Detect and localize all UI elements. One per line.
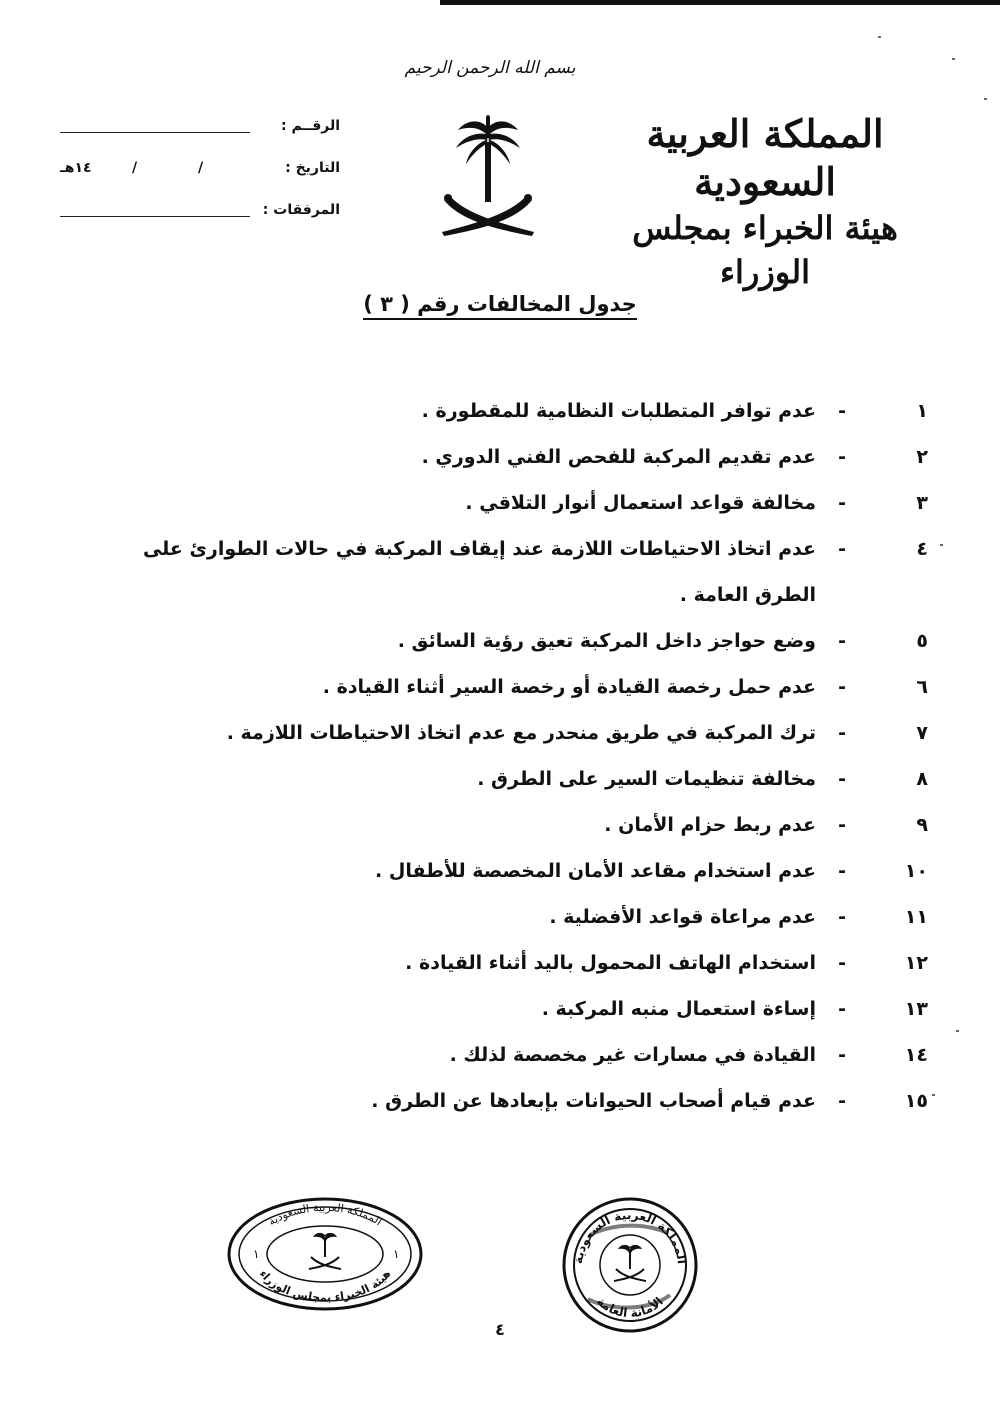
- list-item: [98, 848, 928, 894]
- item-dash: -: [838, 906, 846, 928]
- item-text: عدم قيام أصحاب الحيوانات بإبعادها عن الطرق .: [371, 1090, 816, 1112]
- scan-speck: [940, 544, 943, 546]
- date-slash-2: /: [198, 160, 204, 176]
- item-number: ١٤: [904, 1044, 928, 1066]
- official-seal-right: [560, 1195, 700, 1335]
- list-item: [98, 388, 928, 434]
- item-number: ١: [916, 400, 928, 422]
- item-text: عدم ربط حزام الأمان .: [604, 814, 816, 836]
- violations-list: [98, 388, 928, 1124]
- top-border-line: [440, 0, 1000, 5]
- item-number: ٤: [916, 538, 928, 560]
- number-row: [60, 118, 340, 142]
- document-meta: [60, 118, 340, 244]
- item-text: مخالفة قواعد استعمال أنوار التلاقي .: [465, 492, 816, 514]
- item-text: عدم حمل رخصة القيادة أو رخصة السير أثناء القيادة .: [322, 676, 816, 698]
- svg-text:الأمانة العامة: الأمانة العامة: [594, 1294, 666, 1321]
- item-number: ١٣: [904, 998, 928, 1020]
- item-number: ٦: [916, 676, 928, 698]
- item-dash: -: [838, 1090, 846, 1112]
- item-dash: -: [838, 400, 846, 422]
- item-text: القيادة في مسارات غير مخصصة لذلك .: [449, 1044, 816, 1066]
- date-label: التاريخ :: [285, 160, 340, 176]
- item-dash: -: [838, 676, 846, 698]
- item-dash: -: [838, 814, 846, 836]
- attachments-label: المرفقات :: [262, 202, 340, 218]
- item-dash: -: [838, 952, 846, 974]
- svg-text:هيئة الخبراء بمجلس الوزراء: هيئة الخبراء بمجلس الوزراء: [256, 1267, 394, 1305]
- svg-text:المملكة العربية السعودية: المملكة العربية السعودية: [571, 1207, 689, 1265]
- item-dash: -: [838, 722, 846, 744]
- list-item: [98, 894, 928, 940]
- list-item: [98, 434, 928, 480]
- item-number: ٩: [916, 814, 928, 836]
- list-item: [98, 710, 928, 756]
- item-number: ٢: [916, 446, 928, 468]
- item-number: ١٢: [904, 952, 928, 974]
- list-item: [98, 664, 928, 710]
- list-item: [98, 480, 928, 526]
- list-item: [98, 802, 928, 848]
- item-number: ١٥: [904, 1090, 928, 1112]
- scan-speck: [878, 36, 881, 38]
- item-text: عدم تقديم المركبة للفحص الفني الدوري .: [421, 446, 816, 468]
- list-item: [98, 1032, 928, 1078]
- date-year: ١٤هـ: [60, 160, 92, 176]
- item-dash: -: [838, 492, 846, 514]
- item-text: مخالفة تنظيمات السير على الطرق .: [477, 768, 816, 790]
- item-text: ترك المركبة في طريق منحدر مع عدم اتخاذ الاحتياطات اللازمة .: [226, 722, 816, 744]
- attachments-row: [60, 202, 340, 226]
- attachments-line: [60, 216, 250, 217]
- scan-speck: [956, 1030, 959, 1032]
- number-label: الرقــم :: [281, 118, 340, 134]
- item-text: عدم توافر المتطلبات النظامية للمقطورة .: [421, 400, 816, 422]
- item-dash: -: [838, 446, 846, 468]
- page-title-text: جدول المخالفات رقم ( ٣ ): [363, 292, 637, 320]
- item-number: ٣: [916, 492, 928, 514]
- item-dash: -: [838, 860, 846, 882]
- item-number: ٧: [916, 722, 928, 744]
- date-slash-1: /: [132, 160, 138, 176]
- item-dash: -: [838, 998, 846, 1020]
- organization-header: [585, 110, 945, 294]
- org-line-1: المملكة العربية السعودية: [646, 111, 884, 204]
- item-text: وضع حواجز داخل المركبة تعيق رؤية السائق .: [397, 630, 816, 652]
- list-item: [98, 986, 928, 1032]
- list-item: [98, 526, 928, 618]
- svg-text:١: ١: [393, 1247, 400, 1261]
- item-text: عدم استخدام مقاعد الأمان المخصصة للأطفال .: [375, 860, 816, 882]
- item-text: إساءة استعمال منبه المركبة .: [541, 998, 816, 1020]
- item-text: عدم اتخاذ الاحتياطات اللازمة عند إيقاف المركبة في حالات الطوارئ على الطرق العامة .: [142, 538, 816, 606]
- list-item: [98, 940, 928, 986]
- saudi-emblem-icon: [428, 108, 548, 248]
- item-dash: -: [838, 630, 846, 652]
- item-number: ١٠: [904, 860, 928, 882]
- basmala: بسم الله الرحمن الرحيم: [404, 58, 576, 78]
- item-number: ١١: [904, 906, 928, 928]
- item-number: ٥: [916, 630, 928, 652]
- svg-text:المملكة العربية السعودية: المملكة العربية السعودية: [265, 1200, 385, 1229]
- item-dash: -: [838, 768, 846, 790]
- date-row: [60, 160, 340, 184]
- item-dash: -: [838, 1044, 846, 1066]
- svg-text:١: ١: [253, 1247, 260, 1261]
- list-item: [98, 756, 928, 802]
- item-text: استخدام الهاتف المحمول باليد أثناء القيادة .: [405, 952, 816, 974]
- org-line-2: هيئة الخبراء بمجلس الوزراء: [632, 209, 898, 291]
- item-dash: -: [838, 538, 846, 560]
- scan-speck: [984, 98, 987, 100]
- item-text: عدم مراعاة قواعد الأفضلية .: [549, 906, 816, 928]
- number-line: [60, 132, 250, 133]
- official-seal-left: [225, 1195, 425, 1313]
- scan-speck: [932, 1094, 935, 1096]
- list-item: [98, 618, 928, 664]
- item-number: ٨: [916, 768, 928, 790]
- list-item: [98, 1078, 928, 1124]
- page-title: [0, 292, 1000, 316]
- page-number: ٤: [495, 1320, 505, 1339]
- scan-speck: [952, 58, 955, 60]
